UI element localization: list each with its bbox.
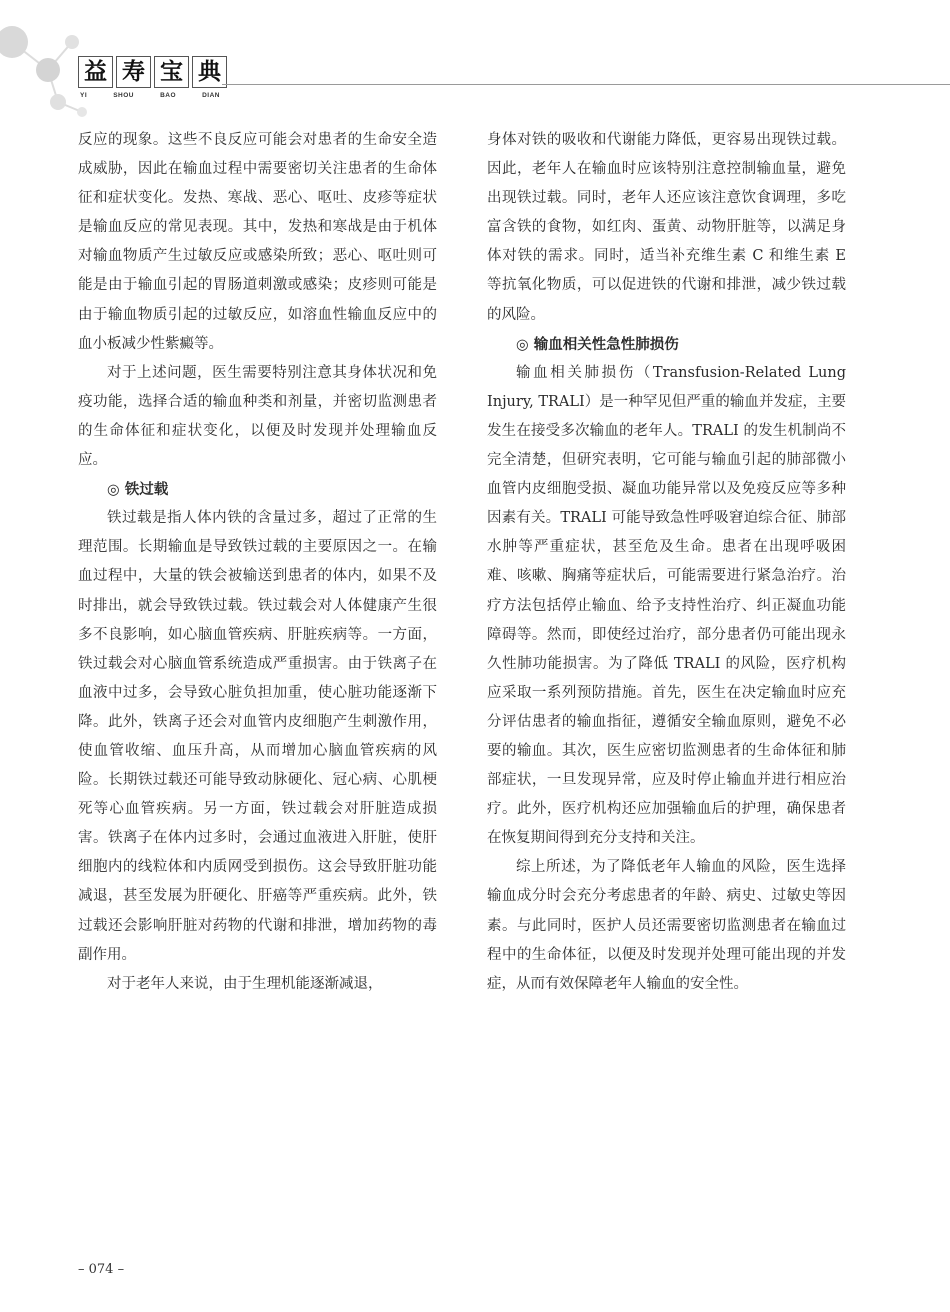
pinyin-syllable: DIAN: [202, 92, 220, 99]
right-column: [487, 126, 846, 999]
header-rule: [222, 84, 950, 85]
masthead-char: 寿: [116, 56, 151, 88]
paragraph: 综上所述，为了降低老年人输血的风险，医生选择输血成分时会充分考虑患者的年龄、病史、过敏史等因素。与此同时，医护人员还需要密切监测患者在输血过程中的生命体征，以便及时发现并处理可能出现的并发症，从而有效保障老年人输血的安全性。: [487, 859, 846, 992]
masthead-char: 典: [192, 56, 227, 88]
paragraph: 反应的现象。这些不良反应可能会对患者的生命安全造成威胁，因此在输血过程中需要密切关注患者的生命体征和症状变化。发热、寒战、恶心、呕吐、皮疹等症状是输血反应的常见表现。其中，发热和寒战是由于机体对输血物质产生过敏反应或感染所致；恶心、呕吐则可能是由于输血引起的胃肠道刺激或感染；皮疹则可能是由于输血物质引起的过敏反应，如溶血性输血反应中的血小板减少性紫癜等。: [78, 132, 437, 352]
page-number: – 074 –: [78, 1262, 125, 1277]
paragraph: 身体对铁的吸收和代谢能力降低，更容易出现铁过载。因此，老年人在输血时应该特别注意控制输血量，避免出现铁过载。同时，老年人还应该注意饮食调理，多吃富含铁的食物，如红肉、蛋黄、动物肝脏等，以满足身体对铁的需求。同时，适当补充维生素 C 和维生素 E 等抗氧化物质，可以促进铁的代谢和排泄，减少铁过载的风险。: [487, 132, 846, 323]
left-column: [78, 126, 437, 999]
pinyin-syllable: BAO: [160, 92, 177, 99]
paragraph: 对于老年人来说，由于生理机能逐渐减退，: [107, 975, 383, 992]
pinyin-syllable: YI: [80, 92, 88, 99]
masthead-char: 益: [78, 56, 113, 88]
masthead-char: 宝: [154, 56, 189, 88]
section-heading: ◎ 铁过载: [107, 481, 169, 499]
paragraph: 铁过载是指人体内铁的含量过多，超过了正常的生理范围。长期输血是导致铁过载的主要原因之一。在输血过程中，大量的铁会被输送到患者的体内，如果不及时排出，就会导致铁过载。铁过载会对人体健康产生很多不良影响，如心脑血管疾病、肝脏疾病等。一方面，铁过载会对心脑血管系统造成严重损害。由于铁离子在血液中过多，会导致心脏负担加重，使心脏功能逐渐下降。此外，铁离子还会对血管内皮细胞产生刺激作用，使血管收缩、血压升高，从而增加心脑血管疾病的风险。长期铁过载还可能导致动脉硬化、冠心病、心肌梗死等心血管疾病。另一方面，铁过载会对肝脏造成损害。铁离子在体内过多时，会通过血液进入肝脏，使肝细胞内的线粒体和内质网受到损伤。这会导致肝脏功能减退，甚至发展为肝硬化、肝癌等严重疾病。此外，铁过载还会影响肝脏对药物的代谢和排泄，增加药物的毒副作用。: [78, 510, 437, 963]
section-heading: ◎ 输血相关性急性肺损伤: [516, 335, 679, 353]
masthead-logo: [78, 56, 227, 88]
masthead-pinyin: [80, 92, 220, 99]
paragraph: 输血相关肺损伤（Transfusion-Related Lung Injury, TRALI）是一种罕见但严重的输血并发症，主要发生在接受多次输血的老年人。TRALI 的发生机制尚不完全清楚，但研究表明，它可能与输血引起的肺部微小血管内皮细胞受损、凝血功能异常以及免疫反应等多种因素有关。TRALI 可能导致急性呼吸窘迫综合征、肺部水肿等严重症状，甚至危及生命。患者在出现呼吸困难、咳嗽、胸痛等症状后，可能需要进行紧急治疗。治疗方法包括停止输血、给予支持性治疗、纠正凝血功能障碍等。然而，即使经过治疗，部分患者仍可能出现永久性肺功能损害。为了降低 TRALI 的风险，医疗机构应采取一系列预防措施。首先，医生在决定输血时应充分评估患者的输血指征，遵循安全输血原则，避免不必要的输血。其次，医生应密切监测患者的生命体征和肺部症状，一旦发现异常，应及时停止输血并进行相应治疗。此外，医疗机构还应加强输血后的护理，确保患者在恢复期间得到充分支持和关注。: [487, 364, 846, 847]
paragraph: 对于上述问题，医生需要特别注意其身体状况和免疫功能，选择合适的输血种类和剂量，并密切监测患者的生命体征和症状变化，以便及时发现并处理输血反应。: [78, 364, 437, 469]
pinyin-syllable: SHOU: [113, 92, 134, 99]
